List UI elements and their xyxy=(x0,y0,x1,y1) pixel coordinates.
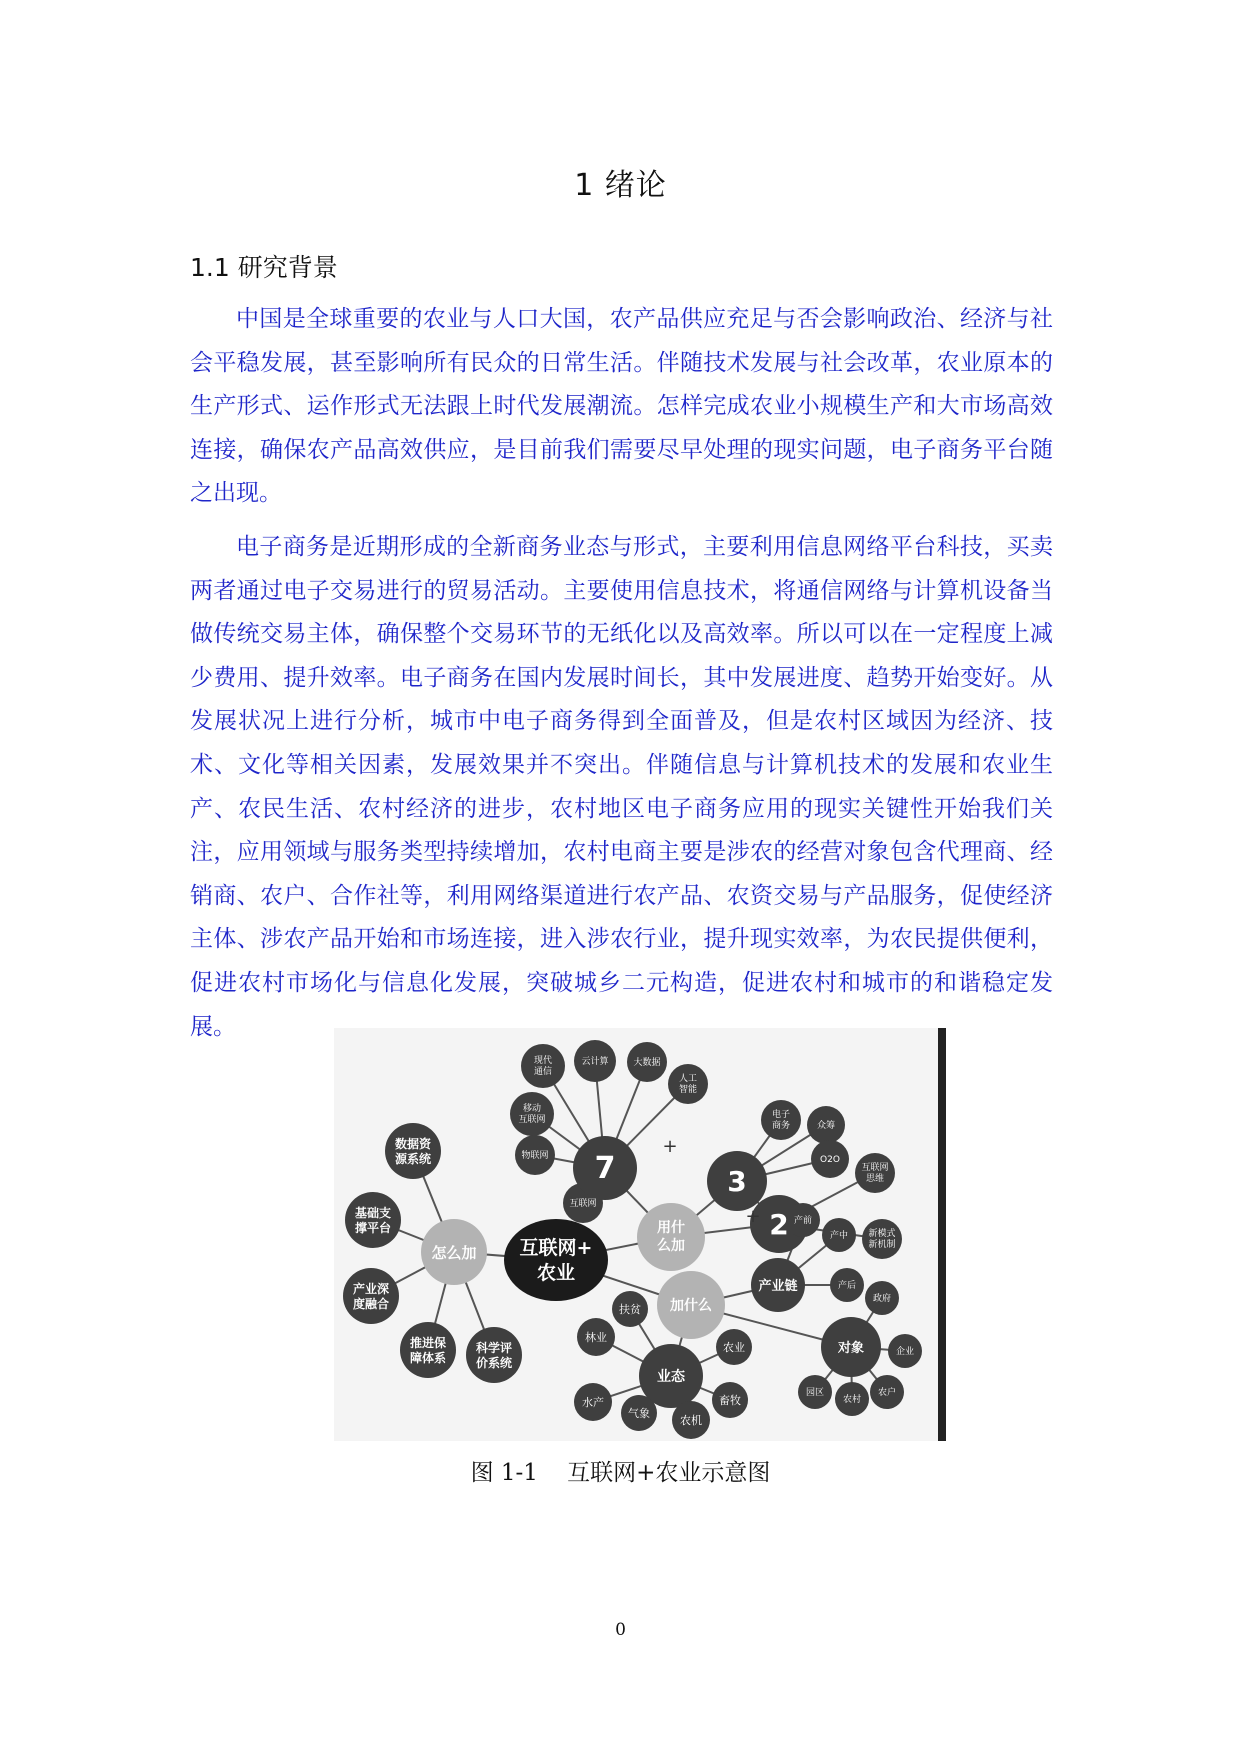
node-three: 3 xyxy=(727,1165,747,1198)
three-child-1b: 商务 xyxy=(771,1121,791,1131)
how-child-1a: 数据资 xyxy=(394,1137,432,1151)
how-child-3a: 产业深 xyxy=(352,1282,390,1296)
how-child-1b: 源系统 xyxy=(394,1152,432,1166)
center-node-line2: 农业 xyxy=(536,1262,576,1284)
two-child-2a: 新模式 xyxy=(868,1229,896,1239)
two-child-1b: 思维 xyxy=(865,1174,885,1184)
format-child-4: 水产 xyxy=(582,1396,604,1409)
format-child-1: 扶贫 xyxy=(619,1303,641,1316)
branch-add-what-label: 加什么 xyxy=(670,1298,712,1314)
format-child-6: 农机 xyxy=(680,1414,702,1427)
seven-child-4a: 人工 xyxy=(678,1074,698,1084)
object-child-1: 政府 xyxy=(872,1294,892,1304)
object-child-4: 农村 xyxy=(842,1395,862,1405)
seven-child-1b: 通信 xyxy=(533,1067,553,1077)
branch-what-with-label-2: 么加 xyxy=(657,1238,685,1254)
how-child-3b: 度融合 xyxy=(352,1297,390,1311)
plus-sign-2: + xyxy=(745,1206,761,1227)
chain-child-2: 产中 xyxy=(829,1231,849,1241)
seven-child-7: 互联网 xyxy=(569,1199,597,1209)
object-child-5: 园区 xyxy=(805,1388,825,1398)
how-child-2b: 撑平台 xyxy=(354,1221,392,1235)
node-two: 2 xyxy=(769,1208,789,1241)
body-paragraph-2: 电子商务是近期形成的全新商务业态与形式，主要利用信息网络平台科技，买卖两者通过电子交易进行的贸易活动。主要使用信息技术，将通信网络与计算机设备当做传统交易主体，确保整个交易环节的无纸化以及高效率。所以可以在一定程度上减少费用、提升效率。电子商务在国内发展时间长，其中发展进度、趋势开始变好。从发展状况上进行分析，城市中电子商务得到全面普及，但是农村区域因为经济、技术、文化等相关因素，发展效果并不突出。伴随信息与计算机技术的发展和农业生产、农民生活、农村经济的进步，农村地区电子商务应用的现实关键性开始我们关注，应用领域与服务类型持续增加，农村电商主要是涉农的经营对象包含代理商、经销商、农户、合作社等，利用网络渠道进行农产品、农资交易与产品服务，促使经济主体、涉农产品开始和市场连接，进入涉农行业，提升现实效率，为农民提供便利，促进农村市场化与信息化发展，突破城乡二元构造，促进农村和城市的和谐稳定发展。 xyxy=(190,534,1053,1040)
format-child-7: 畜牧 xyxy=(719,1394,741,1407)
node-seven: 7 xyxy=(594,1151,616,1186)
seven-child-5b: 互联网 xyxy=(518,1115,546,1125)
seven-child-4b: 智能 xyxy=(678,1085,698,1095)
format-child-5: 气象 xyxy=(628,1407,650,1420)
three-child-3: O2O xyxy=(820,1155,840,1165)
section-title: 1.1 研究背景 xyxy=(190,253,338,282)
seven-child-6: 物联网 xyxy=(521,1151,549,1161)
two-child-1a: 互联网 xyxy=(861,1163,889,1173)
mindmap-figure xyxy=(334,1028,946,1441)
figure-caption: 图 1-1 互联网+农业示意图 xyxy=(470,1460,771,1486)
branch-how-label: 怎么加 xyxy=(431,1244,477,1262)
chain-child-1: 产前 xyxy=(793,1216,813,1226)
page-number: 0 xyxy=(615,1620,626,1640)
plus-sign-1: + xyxy=(662,1136,678,1157)
how-child-5a: 科学评 xyxy=(475,1341,513,1355)
object-child-3: 农户 xyxy=(877,1388,897,1398)
seven-child-2: 云计算 xyxy=(581,1057,609,1067)
seven-child-1a: 现代 xyxy=(533,1056,553,1066)
seven-child-3: 大数据 xyxy=(633,1058,661,1068)
seven-child-5a: 移动 xyxy=(522,1104,542,1114)
three-child-1a: 电子 xyxy=(771,1110,791,1120)
how-child-4a: 推进保 xyxy=(409,1336,447,1350)
two-child-2b: 新机制 xyxy=(868,1240,896,1250)
node-object: 对象 xyxy=(837,1341,865,1356)
how-child-4b: 障体系 xyxy=(409,1351,447,1365)
mindmap-svg xyxy=(334,1028,946,1441)
three-child-2: 众筹 xyxy=(816,1121,836,1131)
branch-what-with-label-1: 用什 xyxy=(657,1220,685,1236)
chapter-title: 1 绪论 xyxy=(574,168,667,203)
body-paragraph-1: 中国是全球重要的农业与人口大国，农产品供应充足与否会影响政治、经济与社会平稳发展，甚至影响所有民众的日常生活。伴随技术发展与社会改革，农业原本的生产形式、运作形式无法跟上时代发展潮流。怎样完成农业小规模生产和大市场高效连接，确保农产品高效供应，是目前我们需要尽早处理的现实问题，电子商务平台随之出现。 xyxy=(190,306,1053,507)
node-format: 业态 xyxy=(657,1369,685,1385)
chain-child-3: 产后 xyxy=(837,1281,857,1291)
format-child-3: 农业 xyxy=(723,1341,745,1354)
how-child-2a: 基础支 xyxy=(354,1206,392,1220)
format-child-2: 林业 xyxy=(585,1331,607,1344)
node-chain: 产业链 xyxy=(758,1279,798,1294)
center-node-line1: 互联网+ xyxy=(519,1237,593,1259)
object-child-2: 企业 xyxy=(895,1347,915,1357)
how-child-5b: 价系统 xyxy=(475,1356,513,1370)
